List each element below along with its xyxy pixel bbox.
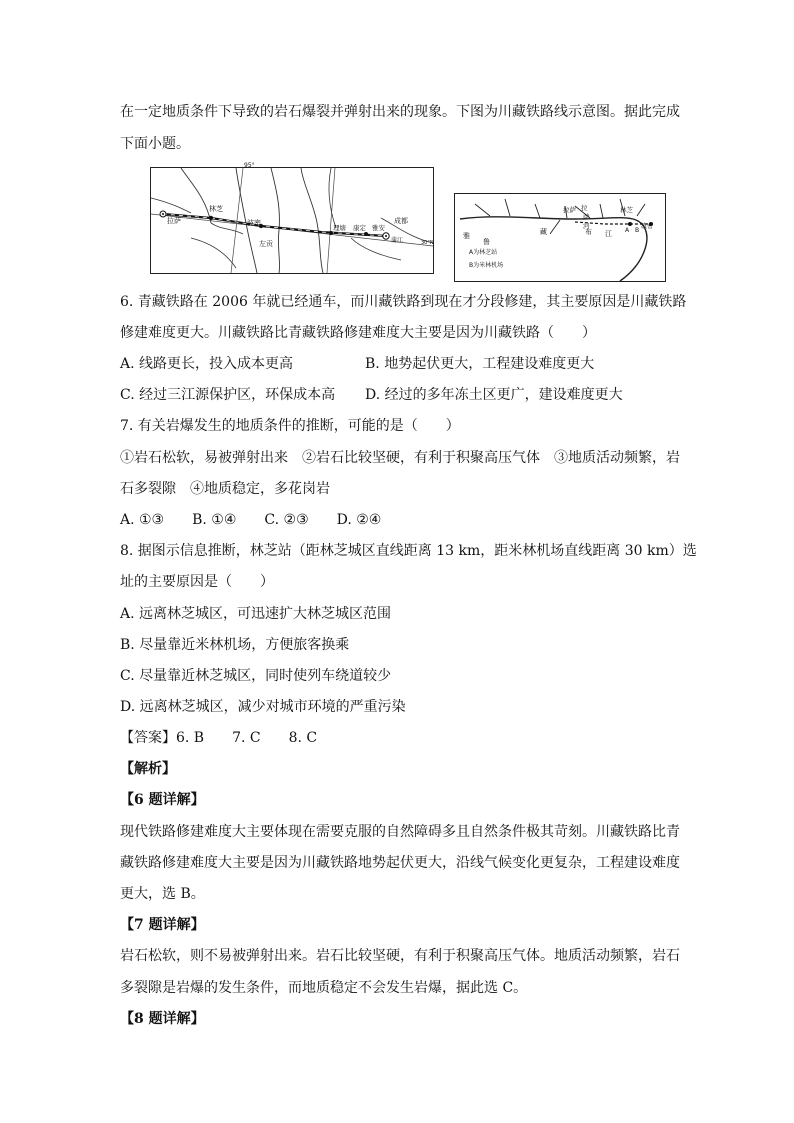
q8-option-a: A. 远离林芝城区，可迅速扩大林芝城区范围: [120, 606, 392, 622]
intro-line-2: 下面小题。: [120, 136, 190, 152]
sichuan-tibet-railway-map: [150, 162, 434, 274]
q8-option-c: C. 尽量靠近林芝城区，同时使列车绕道较少: [120, 668, 392, 684]
label-ya: 雅: [463, 232, 470, 240]
label-sa: 萨: [583, 213, 590, 221]
q8-option-d: D. 远离林芝城区，减少对城市环境的严重污染: [120, 699, 406, 715]
label-bomi-right: 波密: [641, 223, 654, 230]
label-chengdu: 成都: [394, 217, 408, 225]
intro-line-1: 在一定地质条件下导致的岩石爆裂并弹射出来的现象。下图为川藏铁路线示意图。据此完成: [120, 104, 680, 120]
q8-stem-2: 址的主要原因是（ ）: [120, 574, 274, 590]
label-he: 河: [583, 222, 590, 230]
q8-stem-1: 8. 据图示信息推断，林芝站（距林芝城区直线距离 13 km，距米林机场直线距离 30 km）选: [120, 543, 697, 559]
analysis-title: 【解析】: [120, 761, 176, 777]
q6-option-a: A. 线路更长，投入成本更高: [120, 356, 294, 372]
railway-map-graphic: [151, 162, 434, 273]
q7-detail-title: 【7 题详解】: [120, 917, 205, 933]
answer-line: 【答案】6. B 7. C 8. C: [120, 730, 318, 746]
legend-b: B为米林机场: [469, 262, 504, 269]
label-yaan: 雅安: [372, 224, 385, 232]
q6-stem-1: 6. 青藏铁路在 2006 年就已经通车，而川藏铁路到现在才分段修建，其主要原因是川藏铁路: [120, 294, 687, 310]
label-kangding: 康定: [353, 224, 366, 232]
label-zang: 藏: [540, 228, 547, 236]
q6-option-c: C. 经过三江源保护区，环保成本高: [120, 387, 336, 403]
q6-stem-2: 修建难度更大。川藏铁路比青藏铁路修建难度大主要是因为川藏铁路（ ）: [120, 325, 596, 341]
q7-opt-line-2: 石多裂隙 ④地质稳定，多花岗岩: [120, 481, 330, 497]
q7-choices: A. ①③ B. ①④ C. ②③ D. ②④: [120, 512, 382, 528]
q7-detail-line-1: 岩石松软，则不易被弹射出来。岩石比较坚硬，有利于积聚高压气体。地质活动频繁，岩石: [120, 948, 680, 964]
label-linzhi: 林芝: [209, 205, 223, 213]
label-lasa-right: 拉萨: [563, 206, 576, 214]
q6-detail-title: 【6 题详解】: [120, 792, 205, 808]
lat-30-label: 30°N: [421, 240, 434, 246]
label-linzhi-right: 林芝: [620, 206, 633, 214]
label-b: B: [635, 227, 640, 234]
q8-detail-title: 【8 题详解】: [120, 1011, 205, 1027]
label-litang: 理塘: [333, 224, 346, 232]
legend-a: A为林芝站: [469, 249, 498, 256]
q7-opt-line-1: ①岩石松软，易被弹射出来 ②岩石比较坚硬，有利于积聚高压气体 ③地质活动频繁，岩: [120, 450, 680, 466]
q6-detail-line-1: 现代铁路修建难度大主要体现在需要克服的自然障碍多且自然条件极其苛刻。川藏铁路比青: [120, 824, 680, 840]
label-bu: 布: [585, 228, 592, 236]
linzhi-station-map: [454, 193, 666, 282]
label-puding: 蒲江: [391, 237, 404, 244]
label-lu: 鲁: [483, 238, 490, 246]
label-la: 拉: [581, 204, 588, 212]
lon-95-label: 95°: [244, 162, 255, 169]
q7-stem: 7. 有关岩爆发生的地质条件的推断，可能的是（ ）: [120, 418, 460, 434]
label-lasa: 拉萨: [167, 217, 181, 225]
q6-detail-line-2: 藏铁路修建难度大主要是因为川藏铁路地势起伏更大，沿线气候变化更复杂，工程建设难度: [120, 855, 680, 871]
q8-option-b: B. 尽量靠近米林机场，方便旅客换乘: [120, 637, 350, 653]
q6-option-d: D. 经过的多年冻土区更广，建设难度更大: [365, 387, 623, 403]
label-bomi: 波密: [247, 219, 261, 227]
label-jiang: 江: [605, 230, 612, 238]
label-zuogong: 左贡: [259, 240, 273, 248]
q6-detail-line-3: 更大，选 B。: [120, 886, 205, 902]
station-map-graphic: [455, 194, 665, 281]
label-a: A: [625, 227, 630, 234]
q6-option-b: B. 地势起伏更大，工程建设难度更大: [365, 356, 595, 372]
q7-detail-line-2: 多裂隙是岩爆的发生条件，而地质稳定不会发生岩爆，据此选 C。: [120, 980, 528, 996]
